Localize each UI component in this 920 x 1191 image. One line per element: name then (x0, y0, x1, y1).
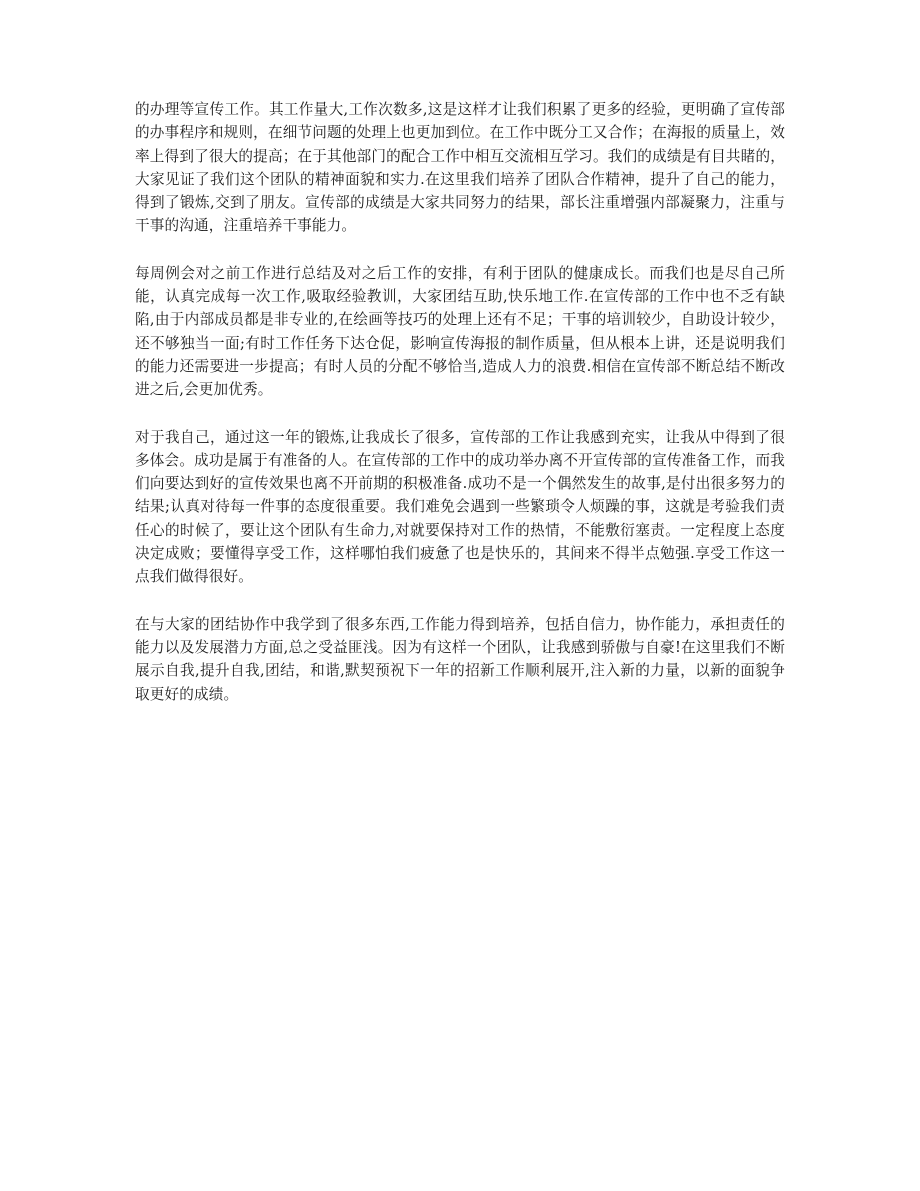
paragraph-4: 在与大家的团结协作中我学到了很多东西,工作能力得到培养，包括自信力，协作能力，承担责任的能力以及发展潜力方面,总之受益匪浅。因为有这样一个团队，让我感到骄傲与自豪!在这里我们不断展示自我,提升自我,团结，和谐,默契预祝下一年的招新工作顺利展开,注入新的力量，以新的面貌争取更好的成绩。 (135, 615, 785, 703)
paragraph-1: 的办理等宣传工作。其工作量大,工作次数多,这是这样才让我们积累了更多的经验，更明确了宣传部的办事程序和规则，在细节问题的处理上也更加到位。在工作中既分工又合作；在海报的质量上，效率上得到了很大的提高；在于其他部门的配合工作中相互交流相互学习。我们的成绩是有目共睹的，大家见证了我们这个团队的精神面貌和实力.在这里我们培养了团队合作精神，提升了自己的能力，得到了锻炼,交到了朋友。宣传部的成绩是大家共同努力的结果，部长注重增强内部凝聚力，注重与干事的沟通，注重培养干事能力。 (135, 101, 785, 235)
paragraph-3: 对于我自己，通过这一年的锻炼,让我成长了很多，宣传部的工作让我感到充实，让我从中得到了很多体会。成功是属于有准备的人。在宣传部的工作中的成功举办离不开宣传部的宣传准备工作，而我们向要达到好的宣传效果也离不开前期的积极准备.成功不是一个偶然发生的故事,是付出很多努力的结果;认真对待每一件事的态度很重要。我们难免会遇到一些繁琐令人烦躁的事，这就是考验我们责任心的时候了，要让这个团队有生命力,对就要保持对工作的热情，不能敷衍塞责。一定程度上态度决定成败；要懂得享受工作，这样哪怕我们疲惫了也是快乐的，其间来不得半点勉强.享受工作这一点我们做得很好。 (135, 428, 785, 586)
document-body (135, 98, 785, 730)
paragraph-2: 每周例会对之前工作进行总结及对之后工作的安排，有利于团队的健康成长。而我们也是尽自己所能，认真完成每一次工作,吸取经验教训，大家团结互助,快乐地工作.在宣传部的工作中也不乏有缺陷,由于内部成员都是非专业的,在绘画等技巧的处理上还有不足；干事的培训较少，自助设计较少，还不够独当一面;有时工作任务下达仓促，影响宣传海报的制作质量，但从根本上讲，还是说明我们的能力还需要进一步提高；有时人员的分配不够恰当,造成人力的浪费.相信在宣传部不断总结不断改进之后,会更加优秀。 (135, 264, 785, 399)
